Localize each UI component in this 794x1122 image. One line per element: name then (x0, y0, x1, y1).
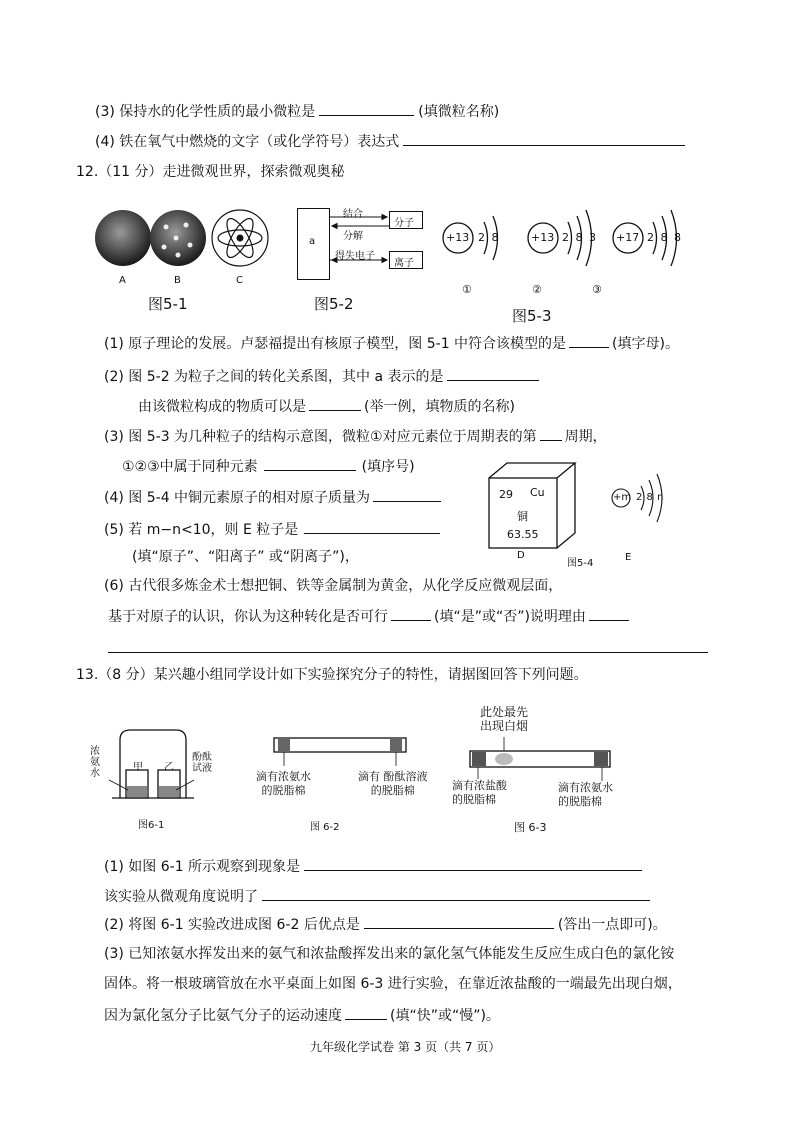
copper-atomic-mass: 63.55 (507, 528, 539, 541)
answer-blank[interactable] (309, 396, 361, 411)
q12-sub1-text: (1) 原子理论的发展。卢瑟福提出有核原子模型，图 5-1 中符合该模型的是 (104, 336, 567, 352)
fig63-white-smoke-label: 此处最先 出现白烟 (480, 705, 529, 733)
q12-sub2a (104, 366, 539, 387)
q12-sub3a (104, 426, 607, 447)
cotton-ammonia (594, 752, 608, 766)
q13-sub3c-text: 因为氯化氢分子比氨气分子的运动速度 (104, 1008, 342, 1024)
q12-sub5-text: (5) 若 m−n<10，则 E 粒子是 (104, 522, 299, 538)
q12-sub3a-text: (3) 图 5-3 为几种粒子的结构示意图，微粒①对应元素位于周期表的第 (104, 429, 537, 445)
atom3-number: ③ (592, 283, 602, 296)
figure-5-3 (438, 200, 718, 325)
q12-sub5 (104, 519, 440, 540)
figure-6-1 (90, 720, 220, 832)
answer-blank[interactable] (304, 856, 642, 871)
q12-sub3a-end: 周期， (564, 429, 607, 445)
q12-title: 12.（11 分）走进微观世界，探索微观奥秘 (76, 164, 345, 180)
atom1-shells: 2 8 (478, 231, 499, 244)
atom3-shells: 2 8 8 (647, 231, 681, 244)
fig61-caption: 图6-1 (138, 820, 165, 831)
model-a-solid-sphere (95, 210, 151, 266)
q11-item4 (95, 131, 685, 152)
fig61-phenolphthalein-label: 酚酞 试液 (192, 752, 212, 774)
atom2-nucleus-charge: +13 (531, 231, 555, 244)
q12-sub6a: (6) 古代很多炼金术士想把铜、铁等金属制为黄金，从化学反应微观层面， (104, 578, 563, 594)
combine-label: 结合 (343, 209, 363, 220)
cotton-hydrochloric (472, 752, 486, 766)
atom3-nucleus-charge: +17 (616, 231, 640, 244)
particle-e-nucleus: +m (613, 492, 632, 503)
q12-reason-line[interactable] (108, 652, 708, 653)
glass-tube-6-2 (250, 730, 430, 770)
page-footer: 九年级化学试卷 第 3 页（共 7 页） (310, 1040, 501, 1054)
q13-sub2-text: (2) 将图 6-1 实验改进成图 6-2 后优点是 (104, 917, 360, 933)
q12-sub4 (104, 487, 441, 508)
answer-blank[interactable] (391, 606, 431, 621)
answer-blank[interactable] (540, 426, 562, 441)
answer-blank[interactable] (345, 1005, 387, 1020)
q12-sub3b-hint: (填序号) (361, 459, 415, 475)
fig51-label-a: A (119, 275, 126, 286)
answer-blank[interactable] (304, 519, 440, 534)
q13-sub1b-text: 该实验从微观角度说明了 (104, 889, 258, 905)
fig62-left-label: 滴有浓氨水 的脱脂棉 (256, 770, 311, 797)
fig54-caption: 图5-4 (567, 558, 594, 569)
q13-sub2 (104, 914, 667, 935)
copper-atomic-number: 29 (499, 488, 513, 501)
q12-sub1-hint: (填字母)。 (612, 336, 679, 352)
figure-5-1 (88, 205, 288, 315)
decompose-label: 分解 (343, 231, 363, 242)
ion-label: 离子 (394, 258, 414, 269)
fig54-label-d: D (517, 550, 525, 561)
answer-blank[interactable] (403, 131, 685, 146)
cotton-ammonia (278, 739, 290, 751)
atom2-shells: 2 8 3 (562, 231, 596, 244)
q12-sub2b (138, 396, 515, 417)
q13-sub3a: (3) 已知浓氨水挥发出来的氨气和浓盐酸挥发出来的氯化氢气体能发生反应生成白色的氯化铵 (104, 946, 675, 962)
q13-sub1-text: (1) 如图 6-1 所示观察到现象是 (104, 859, 301, 875)
q12-sub6b-text: 基于对原子的认识，你认为这种转化是否可行 (108, 609, 388, 625)
fig62-caption: 图 6-2 (310, 822, 340, 833)
atom1-number: ① (462, 283, 472, 296)
q12-sub3b-text: ①②③中属于同种元素 (122, 459, 258, 475)
particle-e-shells: 2 8 n (636, 492, 664, 503)
figure-6-2 (250, 730, 430, 840)
q11-item4-text: (4) 铁在氧气中燃烧的文字（或化学符号）表达式 (95, 134, 400, 150)
q12-sub3b (122, 456, 415, 477)
glass-tube-6-3 (452, 723, 632, 783)
q12-sub2b-hint: (举一例，填物质的名称) (364, 399, 515, 415)
fig63-right-label: 滴有浓氨水 的脱脂棉 (558, 781, 613, 808)
q13-sub1 (104, 856, 642, 877)
q13-sub3c-hint: (填“快”或“慢”)。 (390, 1008, 500, 1024)
molecule-label: 分子 (394, 218, 414, 229)
copper-name: 铜 (517, 510, 528, 523)
atom2-number: ② (532, 283, 542, 296)
answer-blank[interactable] (373, 487, 441, 502)
fig54-label-e: E (625, 552, 632, 563)
answer-blank[interactable] (364, 914, 554, 929)
atom-models-illustration (88, 205, 288, 285)
copper-symbol: Cu (530, 486, 545, 499)
answer-blank[interactable] (569, 333, 609, 348)
fig52-caption: 图5-2 (314, 295, 354, 313)
q13-sub2-hint: (答出一点即可)。 (557, 917, 667, 933)
q13-sub3c (104, 1005, 500, 1026)
cotton-phenolphthalein (390, 739, 402, 751)
q12-sub6b-hint: (填“是”或“否”)说明理由 (434, 609, 586, 625)
figure-5-4 (485, 460, 685, 570)
q12-sub6b (108, 606, 629, 627)
fig53-caption: 图5-3 (512, 307, 552, 325)
answer-blank[interactable] (589, 606, 629, 621)
figure-5-2 (297, 205, 427, 315)
fig51-label-c: C (236, 275, 243, 286)
q11-item3 (95, 101, 499, 122)
fig63-caption: 图 6-3 (514, 821, 547, 834)
q12-sub2b-text: 由该微粒构成的物质可以是 (138, 399, 306, 415)
particle-a-label: a (309, 236, 316, 247)
q12-sub4-text: (4) 图 5-4 中铜元素原子的相对原子质量为 (104, 490, 371, 506)
q12-sub2a-text: (2) 图 5-2 为粒子之间的转化关系图，其中 a 表示的是 (104, 369, 444, 385)
figure-6-3 (452, 705, 632, 835)
fig61-jia-label: 甲 (133, 762, 143, 773)
q13-title: 13.（8 分）某兴趣小组同学设计如下实验探究分子的特性，请据图回答下列问题。 (76, 667, 588, 683)
fig62-right-label: 滴有 酚酞溶液 的脱脂棉 (358, 770, 428, 797)
fig61-ammonia-label: 浓 氨 水 (90, 746, 100, 779)
answer-blank[interactable] (447, 366, 539, 381)
white-smoke (495, 753, 513, 765)
atom1-nucleus-charge: +13 (446, 231, 470, 244)
q11-item3-text: (3) 保持水的化学性质的最小微粒是 (95, 104, 316, 120)
q12-sub1 (104, 333, 679, 354)
electron-transfer-label: 得失电子 (335, 251, 375, 262)
q13-sub3b: 固体。将一根玻璃管放在水平桌面上如图 6-3 进行实验，在靠近浓盐酸的一端最先出现白烟， (104, 976, 682, 992)
fig51-label-b: B (174, 275, 181, 286)
q12-sub5-hint: (填“原子”、“阳离子” 或“阴离子”)， (132, 549, 359, 565)
fig51-caption: 图5-1 (148, 295, 188, 313)
q11-item3-hint: (填微粒名称) (418, 104, 500, 120)
answer-blank[interactable] (264, 456, 356, 471)
answer-blank[interactable] (262, 886, 650, 901)
answer-blank[interactable] (319, 101, 414, 116)
fig63-left-label: 滴有浓盐酸 的脱脂棉 (452, 779, 507, 806)
q13-sub1b (104, 886, 650, 907)
fig61-yi-label: 乙 (164, 762, 174, 773)
